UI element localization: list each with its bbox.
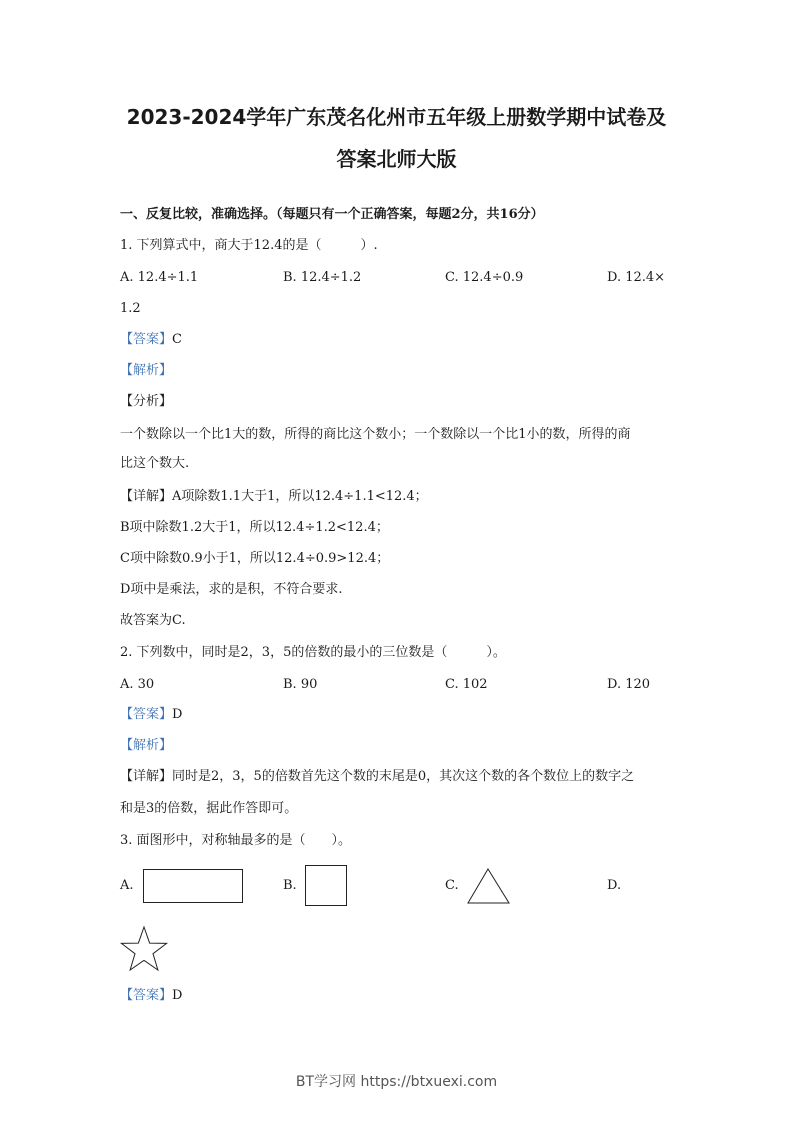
q1-fenxi-text1: 一个数除以一个比1大的数，所得的商比这个数小；一个数除以一个比1小的数，所得的商 (120, 427, 631, 442)
q2-option-c: C. 102 (445, 677, 488, 692)
q3-option-d: D. (607, 878, 622, 893)
q3-answer (120, 988, 182, 1004)
q2-stem: 2. 下列数中，同时是2，3，5的倍数的最小的三位数是（ ）。 (120, 645, 506, 660)
q1-fenxi-tag: 【分析】 (120, 394, 173, 409)
q1-option-d-cont: 1.2 (120, 301, 141, 316)
footer-watermark: BT学习网 https://btxuexi.com (295, 1074, 498, 1090)
q1-detail2: B项中除数1.2大于1，所以12.4÷1.2<12.4； (120, 520, 389, 535)
q1-option-c: C. 12.4÷0.9 (445, 270, 524, 285)
answer-tag: 【答案】 (120, 988, 173, 1003)
q1-detail4: D项中是乘法，求的是积，不符合要求. (120, 582, 343, 597)
answer-value: D (172, 988, 183, 1003)
star-icon (119, 925, 169, 973)
q1-option-b: B. 12.4÷1.2 (283, 270, 362, 285)
q1-analysis-tag: 【解析】 (120, 363, 173, 378)
q2-detail2: 和是3的倍数，据此作答即可。 (120, 801, 298, 816)
answer-tag: 【答案】 (120, 707, 173, 722)
q1-conclusion: 故答案为C. (120, 613, 186, 628)
q2-option-d: D. 120 (607, 677, 651, 692)
q3-stem: 3. 面图形中，对称轴最多的是（ ）。 (120, 833, 352, 848)
q1-detail3: C项中除数0.9小于1，所以12.4÷0.9>12.4； (120, 551, 390, 566)
page-title-line2: 答案北师大版 (336, 147, 457, 171)
answer-tag: 【答案】 (120, 332, 173, 347)
q1-stem: 1. 下列算式中，商大于12.4的是（ ）. (120, 238, 378, 253)
q2-option-a: A. 30 (120, 677, 155, 692)
q1-detail1: 【详解】A项除数1.1大于1，所以12.4÷1.1<12.4； (120, 489, 428, 504)
answer-value: D (172, 707, 183, 722)
q3-option-c: C. (445, 878, 459, 893)
q2-detail1: 【详解】同时是2，3，5的倍数首先这个数的末尾是0，其次这个数的各个数位上的数字之 (120, 769, 635, 784)
q2-option-b: B. 90 (283, 677, 318, 692)
q3-option-b: B. (283, 878, 297, 893)
rectangle-icon (143, 869, 243, 904)
q3-option-a: A. (120, 878, 134, 893)
q2-analysis-tag: 【解析】 (120, 738, 173, 753)
q2-answer (120, 707, 182, 723)
answer-value: C (172, 332, 182, 347)
q1-answer (120, 332, 182, 348)
triangle-icon (467, 868, 510, 904)
q1-fenxi-text2: 比这个数大. (120, 456, 190, 471)
section-heading: 一、反复比较，准确选择。（每题只有一个正确答案，每题2分，共16分） (120, 207, 544, 222)
square-icon (305, 865, 348, 907)
q1-option-a: A. 12.4÷1.1 (120, 270, 199, 285)
q1-option-d: D. 12.4× (607, 270, 666, 285)
page-title: 2023-2024学年广东茂名化州市五年级上册数学期中试卷及 (126, 105, 667, 129)
